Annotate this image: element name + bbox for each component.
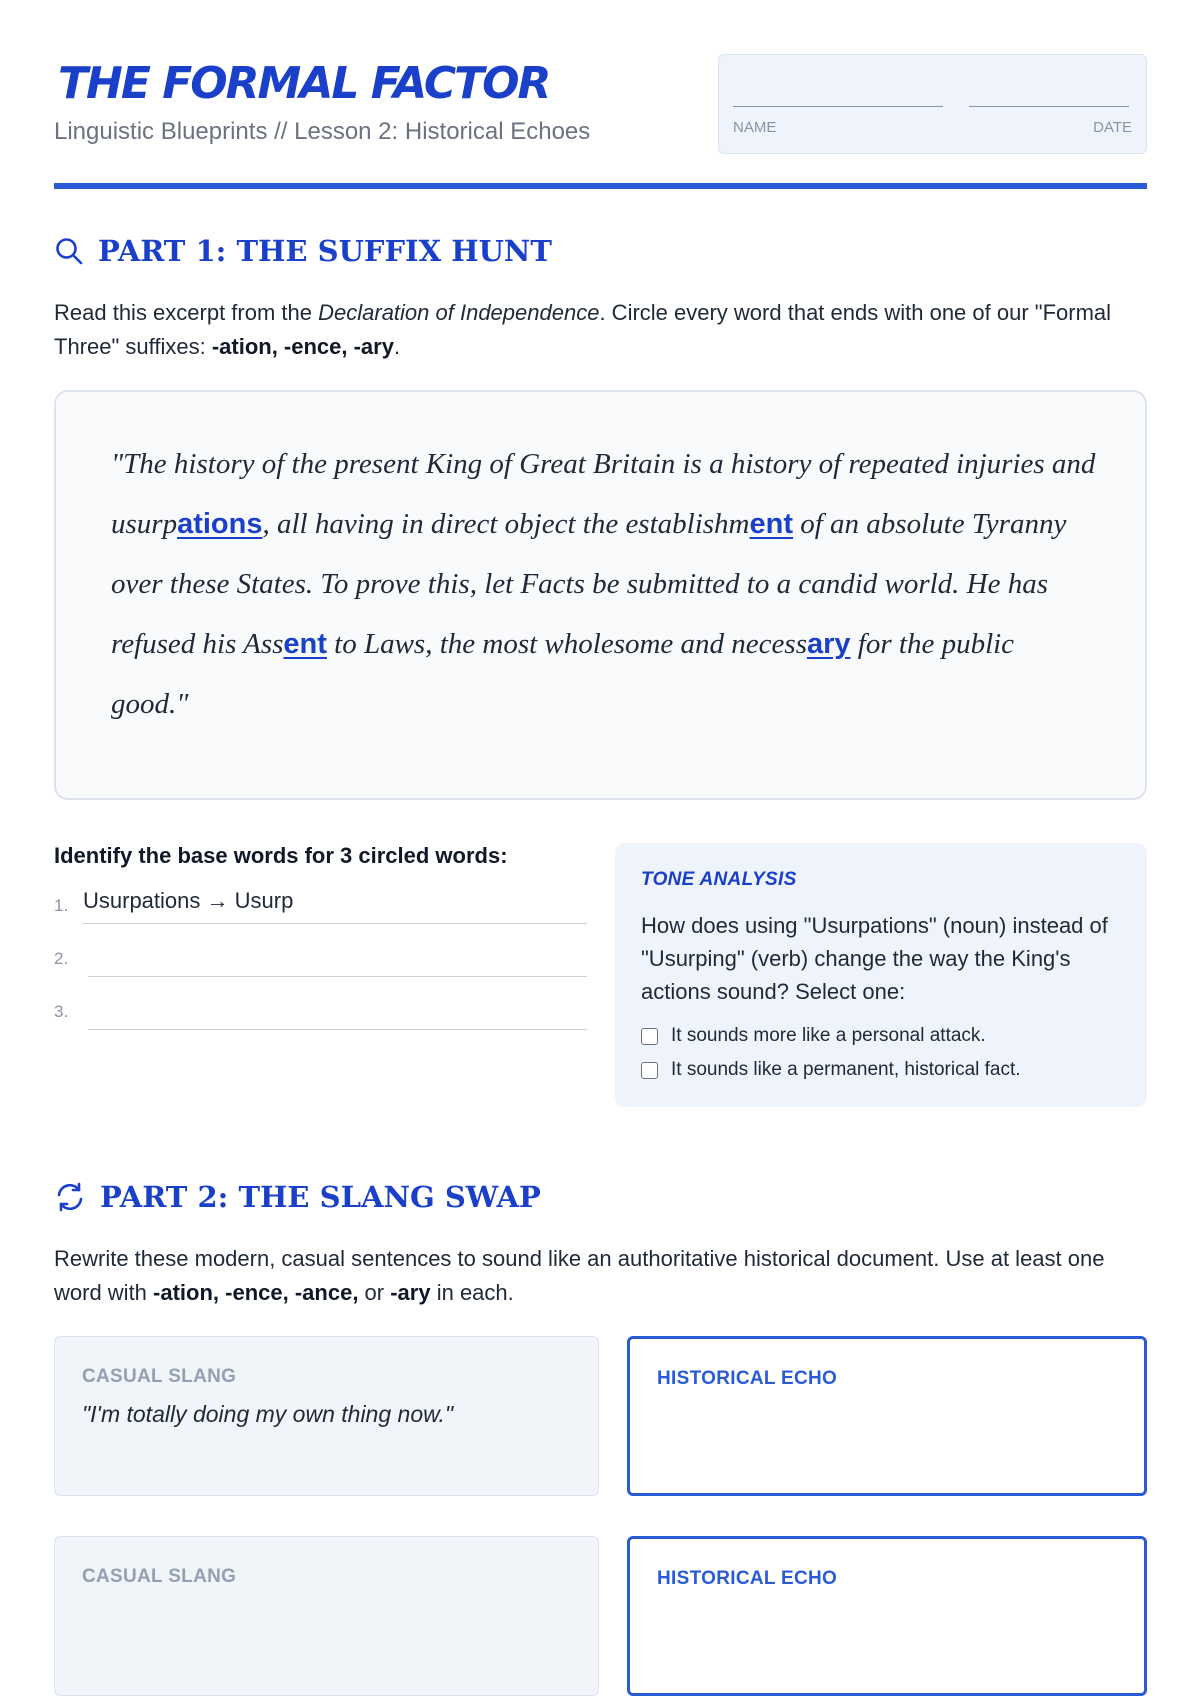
page-title: THE FORMAL FACTOR bbox=[58, 58, 550, 109]
name-label: NAME bbox=[733, 119, 777, 136]
historical-echo-box[interactable] bbox=[627, 1336, 1147, 1496]
casual-slang-text: "I'm totally doing my own thing now." bbox=[82, 1401, 454, 1427]
part1-instructions: Read this excerpt from the Declaration of Independence. Circle every word that ends with one of our "Formal Three" suffixes: -ation, -ence, -ary. bbox=[54, 300, 1112, 359]
base-words-prompt: Identify the base words for 3 circled words: bbox=[54, 843, 508, 868]
suffix-list: -ation, -ence, -ary bbox=[211, 334, 394, 359]
document-title: Declaration of Independence bbox=[318, 300, 600, 325]
date-field[interactable] bbox=[969, 106, 1129, 107]
answer-number: 1. bbox=[54, 896, 69, 915]
highlight-suffix[interactable]: ations bbox=[177, 508, 263, 540]
historical-echo-label: HISTORICAL ECHO bbox=[657, 1568, 838, 1589]
checkbox[interactable] bbox=[641, 1028, 658, 1045]
tone-option-1[interactable] bbox=[641, 1025, 986, 1047]
historical-echo-box[interactable] bbox=[627, 1536, 1147, 1696]
part1-heading bbox=[54, 234, 552, 268]
option-label: It sounds more like a personal attack. bbox=[671, 1025, 986, 1046]
casual-slang-label: CASUAL SLANG bbox=[82, 1566, 237, 1587]
highlight-suffix[interactable]: ent bbox=[749, 508, 793, 540]
part2-instructions: Rewrite these modern, casual sentences to sound like an authoritative historical document. Use at least one word with -ation, -ence, -ance, or -ary in each. bbox=[54, 1246, 1105, 1305]
header-divider bbox=[54, 183, 1147, 189]
tone-analysis-label: TONE ANALYSIS bbox=[641, 869, 797, 890]
quote-box bbox=[54, 390, 1147, 800]
option-label: It sounds like a permanent, historical fact. bbox=[671, 1059, 1021, 1080]
declaration-excerpt: "The history of the present King of Great Britain is a history of repeated injuries and usurpations, all having in direct object the establishment of an absolute Tyranny over these States. To prove this, let Facts be submitted to a candid world. He has refused his Assent to Laws, the most wholesome and necessary for the public good." bbox=[111, 448, 1096, 720]
page-subtitle: Linguistic Blueprints // Lesson 2: Historical Echoes bbox=[54, 118, 591, 145]
suffix-ary: -ary bbox=[390, 1280, 431, 1305]
part2-title: PART 2: THE SLANG SWAP bbox=[100, 1180, 541, 1214]
date-label: DATE bbox=[1093, 119, 1132, 136]
highlight-suffix[interactable]: ent bbox=[283, 628, 327, 660]
tone-analysis-panel bbox=[615, 843, 1147, 1107]
answer-line bbox=[83, 923, 587, 924]
highlight-suffix[interactable]: ary bbox=[807, 628, 851, 660]
answer-line bbox=[88, 1029, 587, 1030]
answer-number: 3. bbox=[54, 1002, 69, 1021]
base-word-answer-3[interactable] bbox=[54, 990, 587, 1030]
name-field[interactable] bbox=[733, 106, 943, 107]
base-word-answer-1[interactable] bbox=[54, 884, 587, 924]
base-word-answer-2[interactable] bbox=[54, 937, 587, 977]
casual-slang-label: CASUAL SLANG bbox=[82, 1366, 237, 1387]
casual-slang-card bbox=[54, 1336, 599, 1496]
tone-question: How does using "Usurpations" (noun) instead of "Usurping" (verb) change the way the King's actions sound? Select one: bbox=[641, 913, 1108, 1004]
part1-title: PART 1: THE SUFFIX HUNT bbox=[98, 234, 552, 268]
worksheet-header bbox=[54, 54, 1147, 184]
answer-line bbox=[88, 976, 587, 977]
historical-echo-label: HISTORICAL ECHO bbox=[657, 1368, 838, 1389]
search-icon bbox=[54, 236, 84, 266]
answer-text: Usurpations → Usurp bbox=[83, 888, 294, 913]
part2-heading bbox=[54, 1180, 541, 1214]
suffix-list: -ation, -ence, -ance, bbox=[153, 1280, 359, 1305]
tone-option-2[interactable] bbox=[641, 1059, 1021, 1081]
casual-slang-card bbox=[54, 1536, 599, 1696]
answer-number: 2. bbox=[54, 949, 69, 968]
refresh-icon bbox=[54, 1181, 86, 1213]
name-date-box bbox=[718, 54, 1147, 154]
checkbox[interactable] bbox=[641, 1062, 658, 1079]
